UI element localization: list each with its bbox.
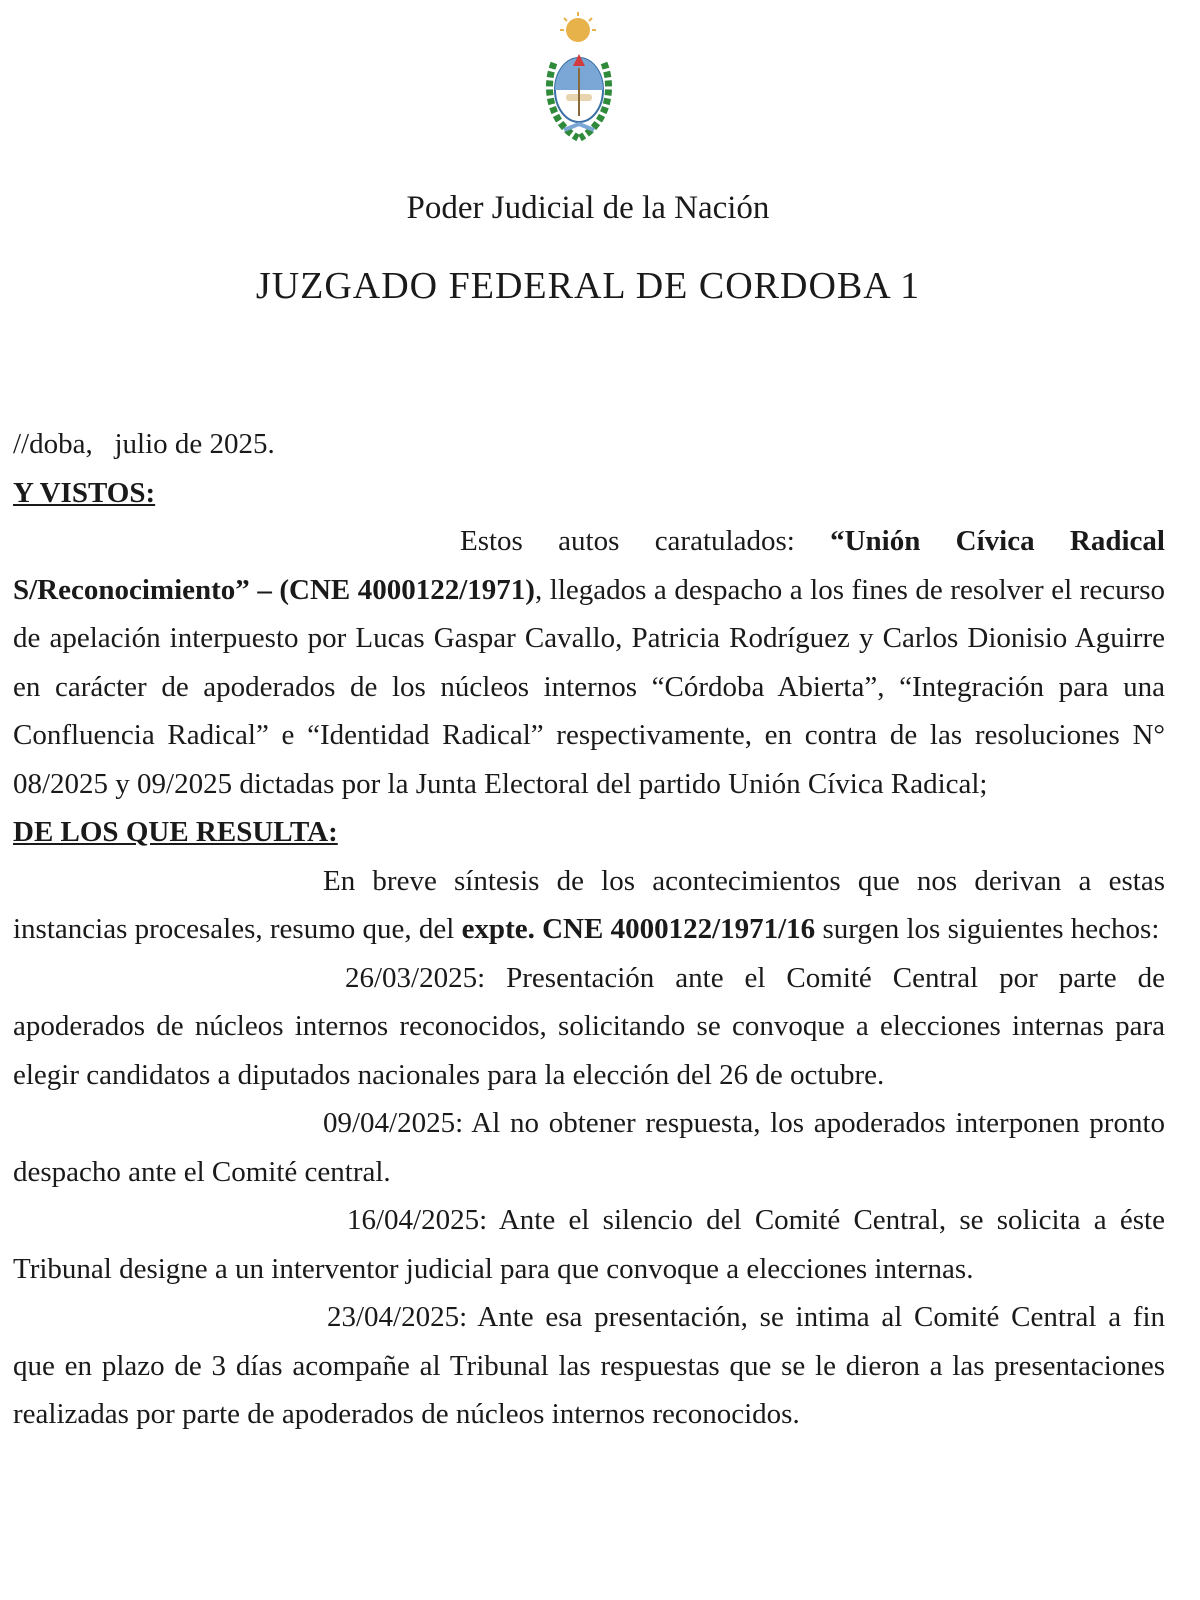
date-line: //doba, julio de 2025.	[13, 428, 275, 460]
event-paragraph: 16/04/2025: Ante el silencio del Comité Central, se solicita a éste Tribunal designe a un interventor judicial para que convoque a elecciones internas.	[13, 1204, 1165, 1285]
national-coat-of-arms-icon	[542, 8, 632, 148]
expte-reference: expte. CNE 4000122/1971/16	[461, 913, 816, 945]
court-title: JUZGADO FEDERAL DE CORDOBA 1	[255, 265, 921, 307]
resulta-heading: DE LOS QUE RESULTA:	[13, 816, 338, 848]
event-paragraph: 26/03/2025: Presentación ante el Comité Central por parte de apoderados de núcleos internos reconocidos, solicitando se convoque a elecciones internas para elegir candidatos a diputados nacionales para la elección del 26 de octubre.	[13, 961, 1165, 1091]
vistos-heading: Y VISTOS:	[13, 476, 156, 509]
event-paragraph: 23/04/2025: Ante esa presentación, se intima al Comité Central a fin que en plazo de 3 días acompañe al Tribunal las respuestas que se le dieron a las presentaciones realizadas por parte de apoderados de núcleos internos reconocidos.	[13, 1301, 1165, 1430]
case-title: “Unión Cívica Radical S/Reconocimiento” – (CNE 4000122/1971)	[13, 525, 1165, 606]
document-body	[13, 420, 1165, 1439]
resulta-intro: En breve síntesis de los acontecimientos que nos derivan a estas instancias procesales, resumo que, del expte. CNE 4000122/1971/16 surgen los siguientes hechos:	[13, 864, 1165, 945]
event-paragraph: 09/04/2025: Al no obtener respuesta, los apoderados interponen pronto despacho ante el Comité central.	[13, 1107, 1165, 1188]
institution-header: Poder Judicial de la Nación	[406, 190, 770, 226]
vistos-paragraph: Estos autos caratulados: “Unión Cívica Radical S/Reconocimiento” – (CNE 4000122/1971), llegados a despacho a los fines de resolver el recurso de apelación interpuesto por Lucas Gaspar Cavallo, Patricia Rodríguez y Carlos Dionisio Aguirre en carácter de apoderados de los núcleos internos “Córdoba Abierta”, “Integración para una Confluencia Radical” e “Identidad Radical” respectivamente, en contra de las resoluciones N° 08/2025 y 09/2025 dictadas por la Junta Electoral del partido Unión Cívica Radical;	[13, 525, 1166, 800]
